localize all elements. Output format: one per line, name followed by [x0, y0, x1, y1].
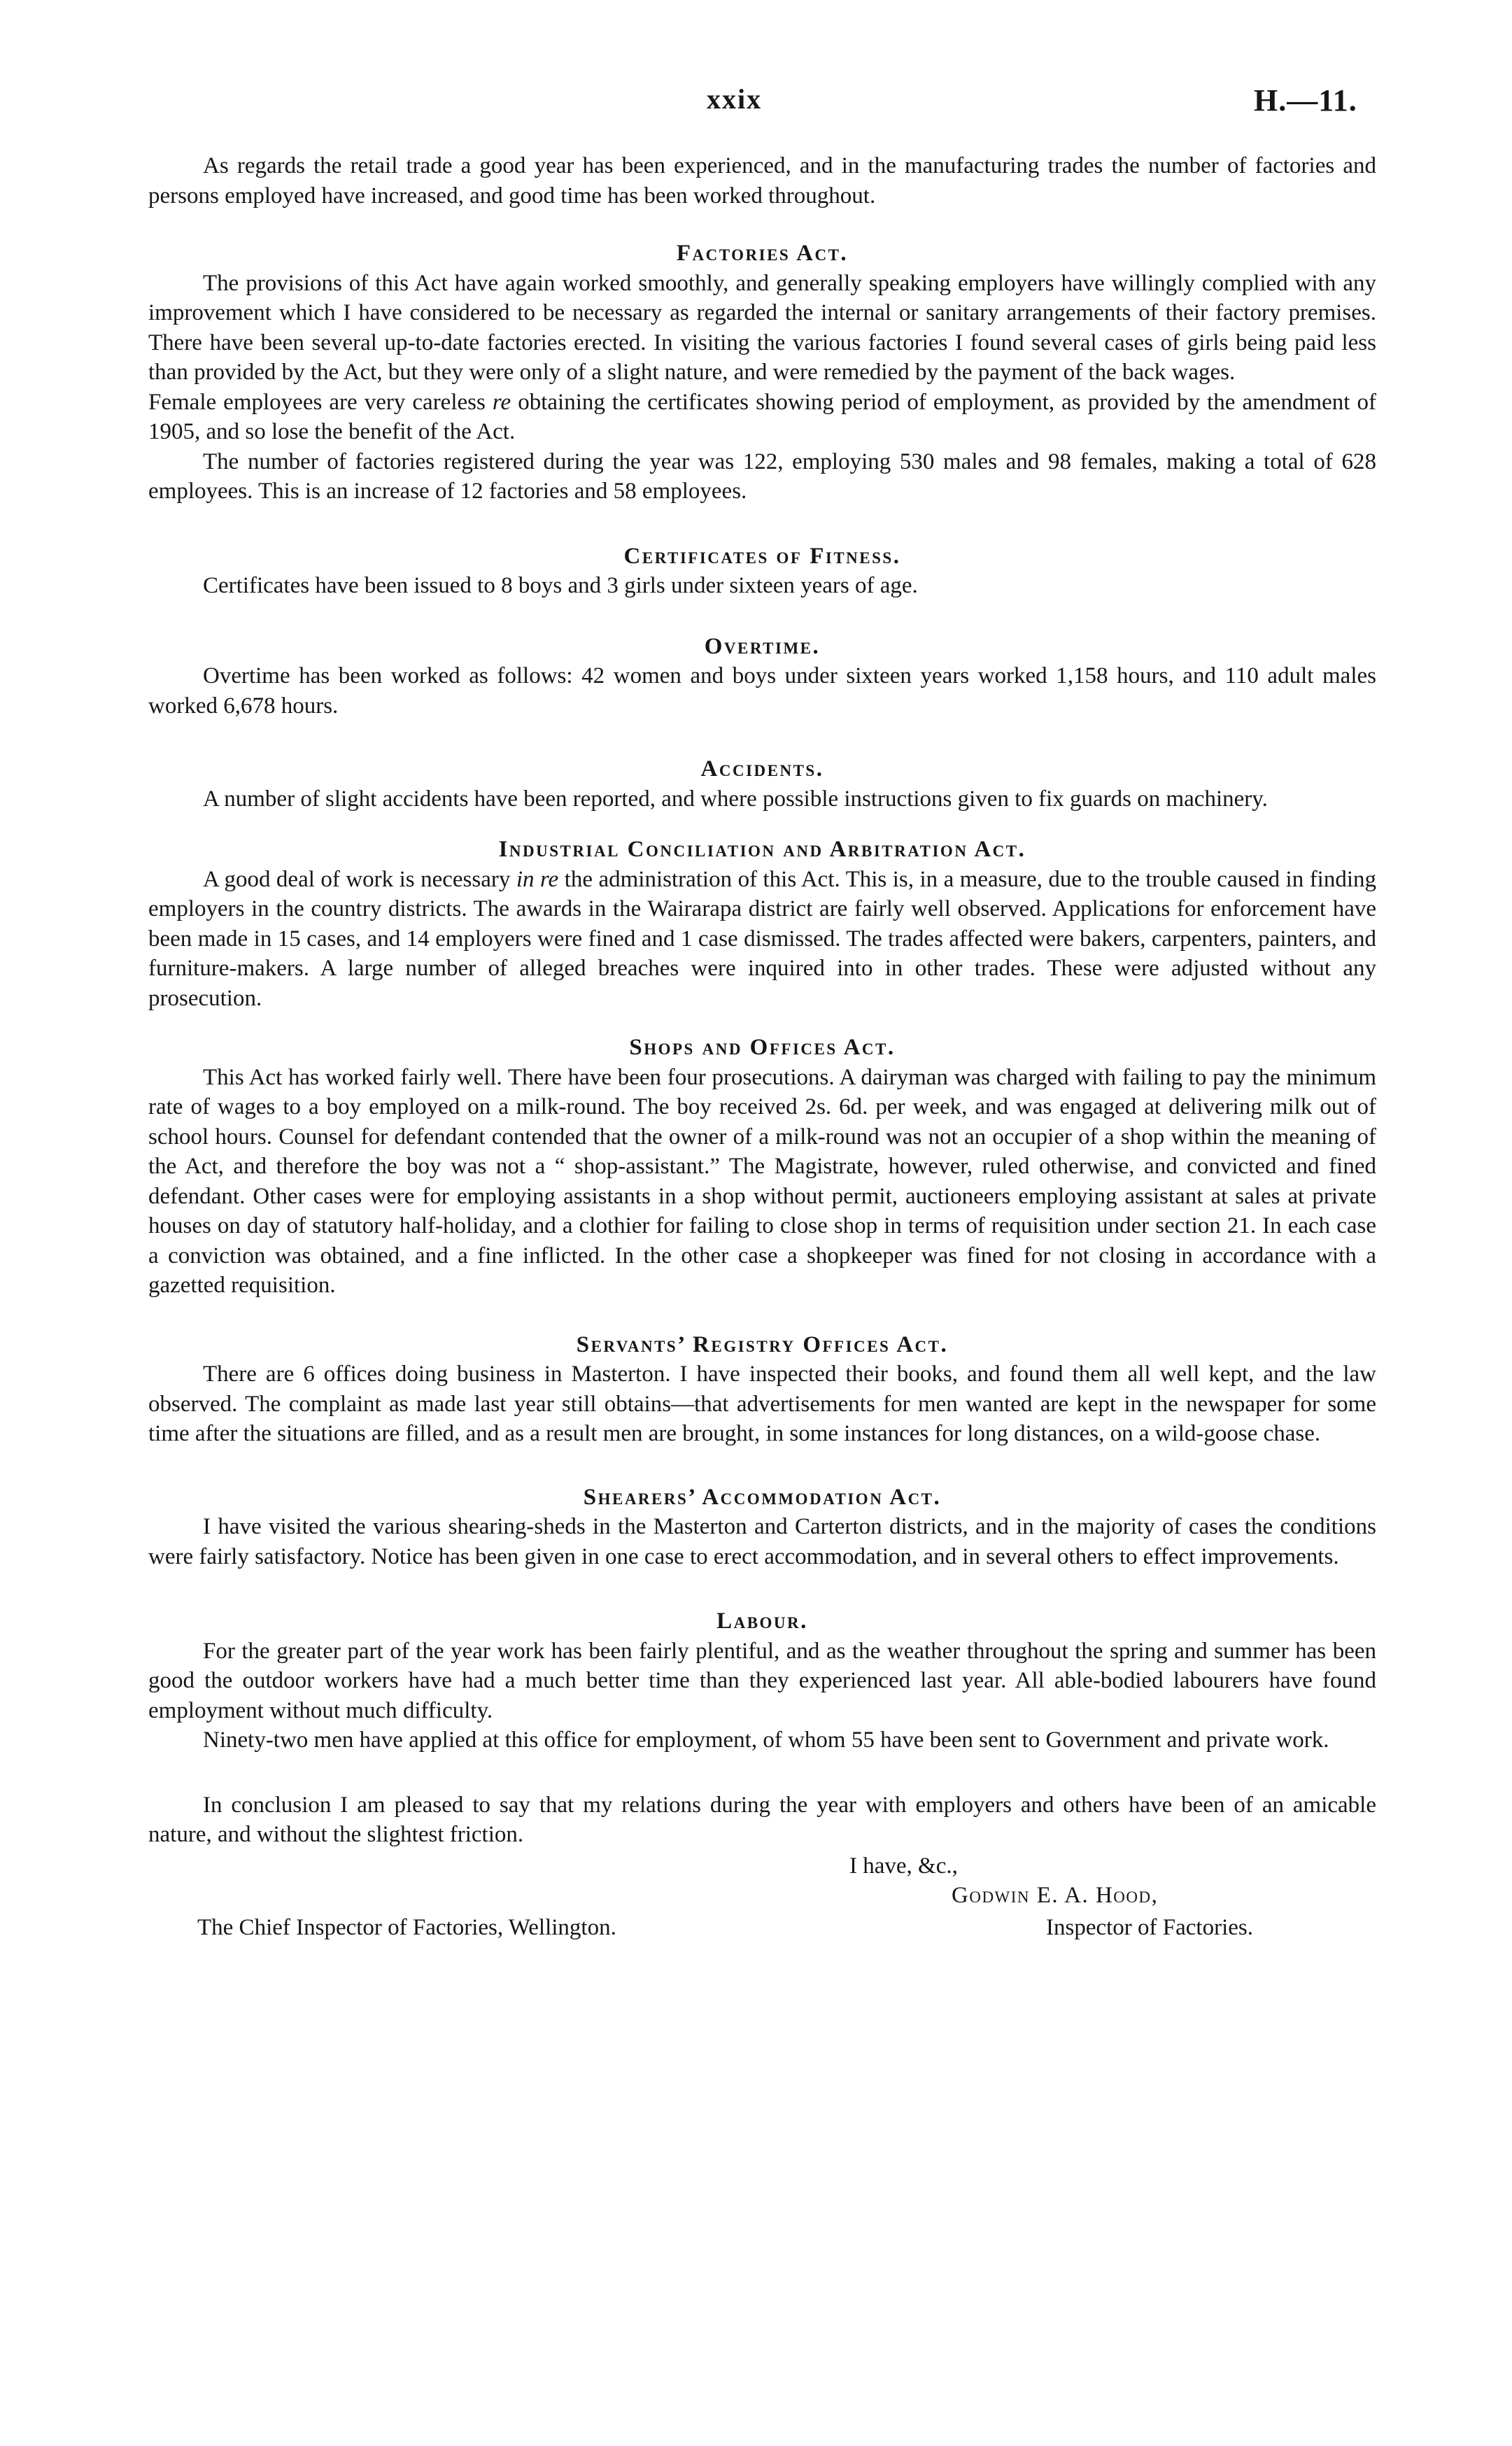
factories-paragraph-2 [148, 388, 1376, 447]
factories-p2-after: obtaining the certificates showing period of employment, as provided by the amendment of 1905, and so lose the benefit of the Act. [148, 389, 1376, 444]
industrial-paragraph [148, 865, 1376, 1014]
closing-block [148, 1851, 1376, 1963]
page-number: xxix [707, 83, 763, 115]
industrial-p1-after: the administration of this Act. This is, in a measure, due to the trouble caused in finding employers in the country districts. The awards in the Wairarapa district are fairly well observed. Applications for enforcement have been made in 15 cases, and 14 employers were fined and 1 case dismissed. The trades affected were bakers, carpenters, painters, and furniture-makers. A large number of alleged breaches were inquired into in other trades. These were adjusted without any prosecution. [148, 866, 1377, 1011]
section-title-labour: Labour. [716, 1609, 808, 1634]
section-title-factories-act: Factories Act. [676, 241, 849, 266]
accidents-paragraph: A number of slight accidents have been reported, and where possible instructions given to fix guards on machinery. [203, 786, 1268, 812]
section-title-shops-offices: Shops and Offices Act. [629, 1035, 896, 1060]
salutation: I have, &c., [849, 1853, 958, 1879]
section-title-certificates: Certificates of Fitness. [623, 543, 901, 569]
section-title-overtime: Overtime. [704, 633, 821, 659]
servants-paragraph: There are 6 offices doing business in Masterton. I have inspected their books, and found them all well kept, and the law observed. The complaint as made last year still obtains—that advertisements for men wanted are kept in the newspaper for some time after the situations are filled, and as a result men are brought, in some instances for long distances, on a wild-goose chase. [148, 1362, 1376, 1446]
factories-paragraph-3: The number of factories registered during the year was 122, employing 530 males and 98 females, making a total of 628 employees. This is an increase of 12 factories and 58 employees. [148, 448, 1376, 504]
page-header [0, 83, 1512, 125]
overtime-paragraph: Overtime has been worked as follows: 42 women and boys under sixteen years worked 1,158 hours, and 110 adult males worked 6,678 hours. [148, 663, 1376, 719]
industrial-p1-italic: in re [516, 866, 559, 892]
industrial-p1-before: A good deal of work is necessary [203, 866, 511, 892]
intro-paragraph: As regards the retail trade a good year has been experienced, and in the manufacturing trades the number of factories and persons employed have increased, and good time has been worked throughout. [148, 153, 1376, 208]
paper-reference: H.—11. [1254, 83, 1357, 118]
labour-paragraph-2: Ninety-two men have applied at this office for employment, of whom 55 have been sent to Government and private work. [203, 1727, 1329, 1753]
section-title-shearers-accommodation: Shearers’ Accommodation Act. [583, 1484, 942, 1510]
addressee: The Chief Inspector of Factories, Wellington. [197, 1914, 616, 1940]
section-title-servants-registry: Servants’ Registry Offices Act. [576, 1331, 949, 1357]
factories-p2-before: Female employees are very careless [148, 389, 486, 415]
signatory-title: Inspector of Factories. [1046, 1914, 1253, 1940]
conclusion-paragraph: In conclusion I am pleased to say that my relations during the year with employers and others have been of an amicable nature, and without the slightest friction. [148, 1792, 1376, 1847]
report-body [148, 151, 1376, 1963]
certificates-paragraph: Certificates have been issued to 8 boys and 3 girls under sixteen years of age. [203, 573, 918, 598]
section-title-industrial-conciliation: Industrial Conciliation and Arbitration Act. [498, 837, 1026, 862]
factories-p2-italic: re [492, 389, 511, 415]
shearers-paragraph: I have visited the various shearing-sheds in the Masterton and Carterton districts, and in the majority of cases the conditions were fairly satisfactory. Notice has been given in one case to erect accommodation, and in several others to effect improvements. [148, 1514, 1376, 1569]
shops-paragraph: This Act has worked fairly well. There have been four prosecutions. A dairyman was charged with failing to pay the minimum rate of wages to a boy employed on a milk-round. The boy received 2s. 6d. per week, and was engaged at delivering milk out of school hours. Counsel for defendant contended that the owner of a milk-round was not an occupier of a shop within the meaning of the Act, and therefore the boy was not a “ shop-assistant.” The Magistrate, however, ruled otherwise, and convicted and fined defendant. Other cases were for employing assistants in a shop without permit, auctioneers employing assistant at sales at private houses on day of statutory half-holiday, and a clothier for failing to close shop in terms of requisition under section 21. In each case a conviction was obtained, and a fine inflicted. In the other case a shopkeeper was fined for not closing in accordance with a gazetted requisition. [148, 1064, 1376, 1298]
signatory-name: Godwin E. A. Hood, [952, 1882, 1159, 1908]
section-title-accidents: Accidents. [700, 756, 824, 782]
factories-paragraph-1: The provisions of this Act have again worked smoothly, and generally speaking employers have willingly complied with any improvement which I have considered to be necessary as regarded the internal or sanitary arrangements of their factory premises. There have been several up-to-date factories erected. In visiting the various factories I found several cases of girls being paid less than provided by the Act, but they were only of a slight nature, and were remedied by the payment of the back wages. [148, 270, 1376, 385]
labour-paragraph-1: For the greater part of the year work has been fairly plentiful, and as the weather throughout the spring and summer has been good the outdoor workers have had a much better time than they experienced last year. All able-bodied labourers have found employment without much difficulty. [148, 1638, 1376, 1723]
